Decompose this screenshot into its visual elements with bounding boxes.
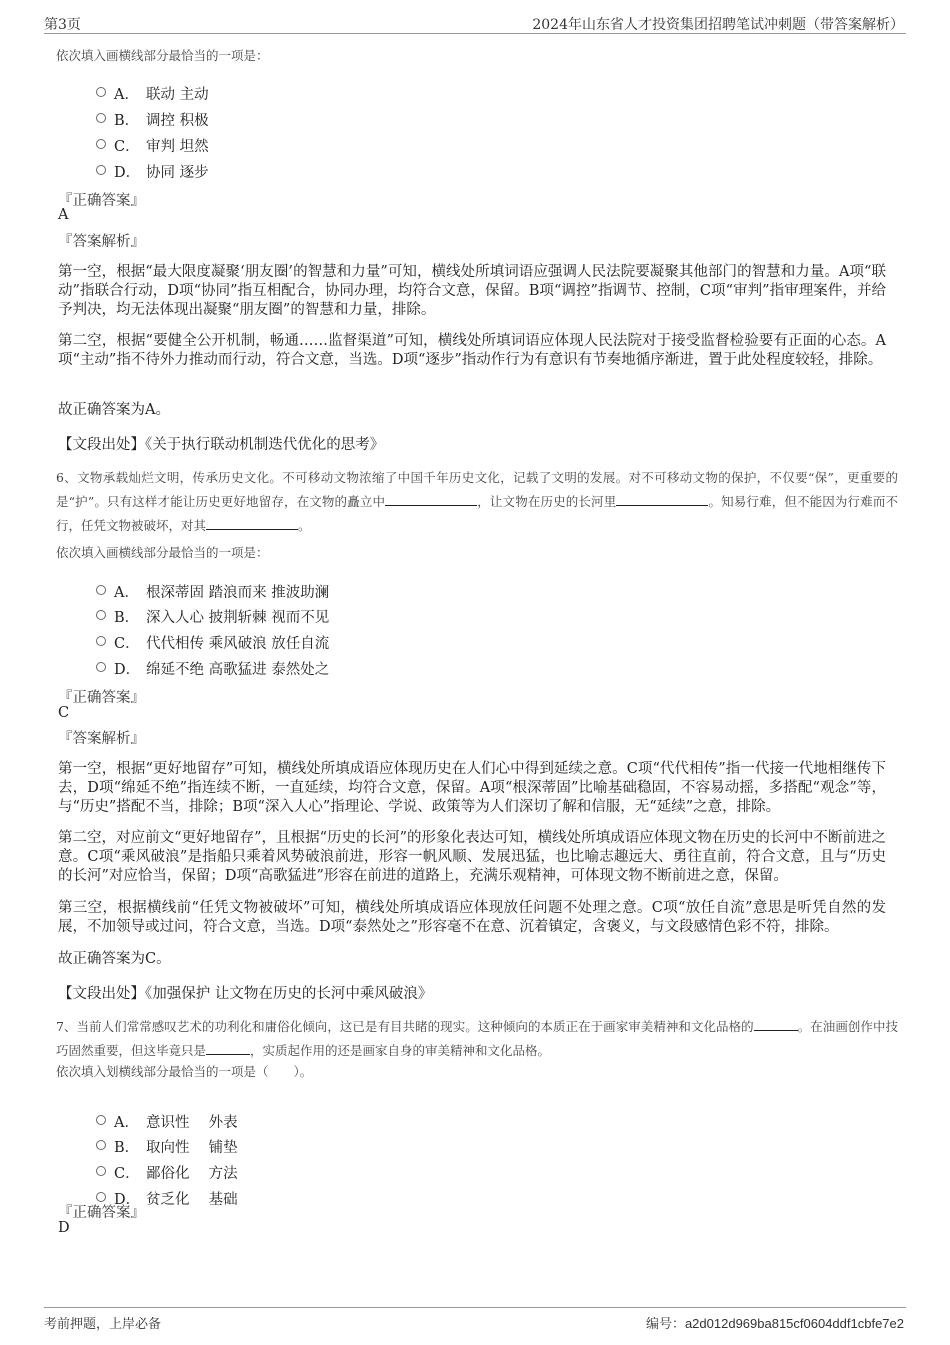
radio-icon[interactable] [96, 1115, 106, 1125]
radio-icon[interactable] [96, 585, 106, 595]
q5-analysis-2: 第二空，根据“要健全公开机制，畅通……监督渠道”可知，横线处所填词语应体现人民法院对于接受监督检验要有正面的心态。A项“主动”指不待外力推动而行动，符合文意，当选。D项“逐步”指动作行为有意识有节奏地循序渐进，置于此处程度较轻，排除。 [58, 333, 886, 368]
radio-icon[interactable] [96, 636, 106, 646]
code-value: a2d012d969ba815cf0604ddf1cbfe7e2 [684, 1316, 904, 1331]
blank-1 [385, 495, 477, 506]
footer-divider [44, 1307, 906, 1308]
q6-stem: 6、文物承载灿烂文明，传承历史文化。不可移动文物浓缩了中国千年历史文化，记载了文明的发展。对不可移动文物的保护，不仅要“保”，更重要的是“护”。只有这样才能让历史更好地留存，在文物的矗立中 ，让文物在历史的长河里 。知易行难，但不能因为行难而不行，任凭文物被破坏，对其 。 [56, 470, 898, 533]
document-code [646, 1313, 904, 1332]
q6-analysis-3: 第三空，根据横线前“任凭文物被破坏”可知，横线处所填成语应体现放任问题不处理之意。C项“放任自流”意思是听凭自然的发展，不加领导或过问，符合文意，当选。D项“泰然处之”形容毫不在意、沉着镇定，含褒义，与文段感情色彩不符，排除。 [58, 900, 886, 935]
q5-prompt: 依次填入画横线部分最恰当的一项是： [56, 48, 269, 63]
q7-answer-label: 『正确答案』 [58, 1205, 145, 1221]
q5-conclusion: 故正确答案为A。 [58, 402, 170, 418]
q6-conclusion: 故正确答案为C。 [58, 951, 171, 967]
blank-2 [206, 1044, 250, 1055]
radio-icon[interactable] [96, 139, 106, 149]
radio-icon[interactable] [96, 662, 106, 672]
radio-icon[interactable] [96, 87, 106, 97]
radio-icon[interactable] [96, 610, 106, 620]
radio-icon[interactable] [96, 113, 106, 123]
q5-source: 【文段出处】《关于执行联动机制迭代优化的思考》 [58, 437, 385, 453]
q6-answer-label: 『正确答案』 [58, 690, 145, 706]
radio-icon[interactable] [96, 1140, 106, 1150]
blank-3 [206, 519, 298, 530]
q6-answer: C [58, 705, 70, 721]
q6-analysis-1: 第一空，根据“更好地留存”可知，横线处所填成语应体现历史在人们心中得到延续之意。C项“代代相传”指一代接一代地相继传下去，D项“绵延不绝”指连续不断，一直延续，均符合文意，保留。A项“根深蒂固”比喻基础稳固，不容易动摇，多搭配“观念”等，与“历史”搭配不当，排除；B项“深入人心”指理论、学说、政策等为人们深切了解和信服，无“延续”之意，排除。 [58, 761, 886, 815]
q5-answer-label: 『正确答案』 [58, 193, 145, 209]
header-divider [44, 33, 906, 34]
q5-analysis-label: 『答案解析』 [58, 234, 145, 250]
footer-slogan: 考前押题，上岸必备 [44, 1317, 162, 1332]
code-label: 编号： [645, 1317, 685, 1332]
blank-2 [616, 495, 708, 506]
radio-icon[interactable] [96, 165, 106, 175]
q6-analysis-label: 『答案解析』 [58, 731, 145, 747]
page-number: 第3页 [44, 17, 81, 33]
q6-prompt: 依次填入画横线部分最恰当的一项是： [56, 545, 269, 560]
q7-answer: D [58, 1220, 70, 1236]
q7-stem: 7、当前人们常常感叹艺术的功利化和庸俗化倾向，这已是有目共睹的现实。这种倾向的本质正在于画家审美精神和文化品格的 。在油画创作中技巧固然重要，但这毕竟只是 ，实质起作用的还是画家自身的审美精神和文化品格。 [56, 1019, 898, 1058]
blank-1 [754, 1020, 798, 1031]
q7-prompt: 依次填入划横线部分最恰当的一项是（ ）。 [56, 1064, 313, 1079]
radio-icon[interactable] [96, 1166, 106, 1176]
q6-source: 【文段出处】《加强保护 让文物在历史的长河中乘风破浪》 [58, 986, 433, 1002]
q6-analysis-2: 第二空，对应前文“更好地留存”，且根据“历史的长河”的形象化表达可知，横线处所填成语应体现文物在历史的长河中不断前进之意。C项“乘风破浪”是指船只乘着风势破浪前进，形容一帆风顺、发展迅猛，也比喻志趣远大、勇往直前，符合文意，且与“历史的长河”对应恰当，保留；D项“高歌猛进”形容在前进的道路上，充满乐观精神，可体现文物不断前进之意，保留。 [58, 830, 886, 884]
q5-analysis-1: 第一空，根据“最大限度凝聚‘朋友圈’的智慧和力量”可知，横线处所填词语应强调人民法院要凝聚其他部门的智慧和力量。A项“联动”指联合行动，D项“协同”指互相配合，协同办理，均符合文意，保留。B项“调控”指调节、控制，C项“审判”指审理案件，并给予判决，均无法体现出凝聚“朋友圈”的智慧和力量，排除。 [58, 264, 886, 318]
document-title: 2024年山东省人才投资集团招聘笔试冲刺题（带答案解析） [532, 17, 904, 33]
q5-answer: A [58, 207, 69, 223]
